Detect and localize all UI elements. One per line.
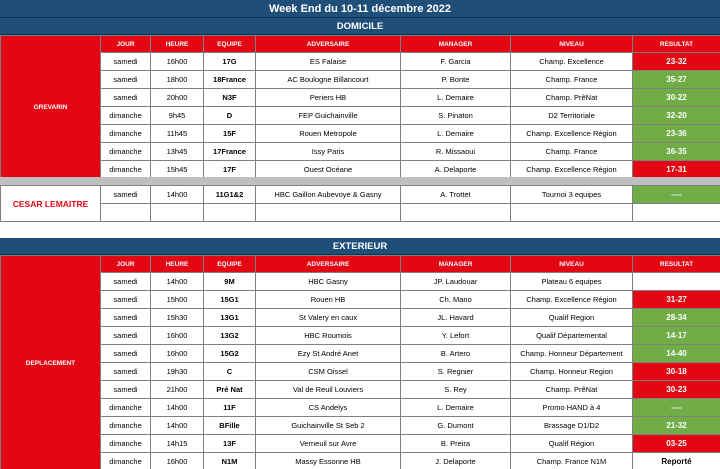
result-badge: 14-40 [633,345,720,363]
cell-equipe: 17G [204,53,256,71]
cell-heure: 16h00 [151,453,204,469]
cell-equipe: D [204,107,256,125]
table-header-row [1,36,720,53]
cell-niveau: Brassage D1/D2 [511,417,633,435]
cell-jour: dimanche [101,453,151,469]
cell-jour: samedi [101,89,151,107]
exterieur-table [0,255,720,469]
cell-jour: samedi [101,309,151,327]
table-row [1,291,720,309]
result-badge: ---- [633,186,720,204]
cell-jour: samedi [101,53,151,71]
page-title: Week End du 10-11 décembre 2022 [0,0,720,18]
cell-heure: 14h00 [151,186,204,204]
table-row [1,309,720,327]
column-header-heure: HEURE [151,36,204,53]
cell-adversaire: Val de Reuil Louviers [256,381,401,399]
result-badge: 21-32 [633,417,720,435]
table-row [1,161,720,179]
table-row [1,417,720,435]
result-badge: 14-17 [633,327,720,345]
cell-niveau: Champ. Excellence Région [511,125,633,143]
cell-adversaire: CSM Oissel [256,363,401,381]
cell-niveau: Qualif Départemental [511,327,633,345]
cell-equipe: 17France [204,143,256,161]
cell-manager: S. Pinaton [401,107,511,125]
column-header-niveau: NIVEAU [511,256,633,273]
cell-heure: 21h00 [151,381,204,399]
cell-niveau: Champ. PrêNat [511,89,633,107]
cell-heure: 16h00 [151,53,204,71]
cell-niveau: Qualif Region [511,309,633,327]
cell-heure: 14h15 [151,435,204,453]
cesar-lemaitre-table [0,185,720,222]
cell-equipe: C [204,363,256,381]
table-row [1,435,720,453]
table-row [1,345,720,363]
table-row [1,204,720,222]
cell-heure: 16h00 [151,327,204,345]
cell-adversaire: HBC Gasny [256,273,401,291]
cell-heure: 18h00 [151,71,204,89]
result-badge: 32-20 [633,107,720,125]
cell-adversaire: FEP Guichainville [256,107,401,125]
cell-adversaire: CS Andelys [256,399,401,417]
cell-heure: 19h30 [151,363,204,381]
venue-label-cesar-lemaitre: CESAR LEMAITRE [1,186,101,222]
cell-manager: L. Demaire [401,125,511,143]
cell-manager: S. Regnier [401,363,511,381]
cell-jour: dimanche [101,435,151,453]
cell-jour: samedi [101,381,151,399]
cell-niveau: Champ. PrêNat [511,381,633,399]
cell-equipe: 11F [204,399,256,417]
column-header-manager: MANAGER [401,256,511,273]
cell-manager: A. Delaporte [401,161,511,179]
result-badge: Reporté [633,453,720,469]
cell-adversaire: Issy Paris [256,143,401,161]
column-header-adversaire: ADVERSAIRE [256,36,401,53]
table-row [1,107,720,125]
table-row [1,327,720,345]
column-header-adversaire: ADVERSAIRE [256,256,401,273]
result-badge: 17-31 [633,161,720,179]
cell-heure: 14h00 [151,417,204,435]
cell-jour: samedi [101,273,151,291]
cell-equipe: 13G2 [204,327,256,345]
cell-manager: JP. Laudouar [401,273,511,291]
exterieur-section-title: EXTERIEUR [0,238,720,255]
cell-manager: A. Trottet [401,186,511,204]
cell-equipe [204,204,256,222]
cell-manager: L. Demaire [401,89,511,107]
table-header-row [1,256,720,273]
cell-equipe: 9M [204,273,256,291]
cell-jour: dimanche [101,107,151,125]
cell-manager: R. Missaoui [401,143,511,161]
cell-manager: B. Preira [401,435,511,453]
cell-adversaire: Rouen Metropole [256,125,401,143]
cell-niveau: Champ. Honneur Département [511,345,633,363]
cell-heure: 9h45 [151,107,204,125]
cell-jour: samedi [101,363,151,381]
cell-manager: P. Bonte [401,71,511,89]
cell-manager: B. Artero [401,345,511,363]
column-header-equipe: EQUIPE [204,256,256,273]
column-header-equipe: EQUIPE [204,36,256,53]
cell-niveau: Champ. Excellence Région [511,161,633,179]
cell-jour: samedi [101,345,151,363]
column-header-resultat: RESULTAT [633,256,720,273]
cell-niveau: Champ. France N1M [511,453,633,469]
cell-jour: dimanche [101,125,151,143]
column-header-resultat: RESULTAT [633,36,720,53]
result-badge: 36-35 [633,143,720,161]
cell-adversaire: Guichainville St Seb 2 [256,417,401,435]
cell-jour: dimanche [101,399,151,417]
cell-niveau: Champ. Excellence [511,53,633,71]
cell-jour: samedi [101,327,151,345]
cell-heure: 11h45 [151,125,204,143]
cell-jour: dimanche [101,417,151,435]
cell-heure: 15h45 [151,161,204,179]
cell-manager: Ch. Mano [401,291,511,309]
table-row [1,125,720,143]
result-badge: 30-23 [633,381,720,399]
table-row [1,71,720,89]
cell-jour: dimanche [101,143,151,161]
cell-manager: J. Delaporte [401,453,511,469]
venue-label-grevarin: GREVARIN [1,36,101,179]
cell-jour: dimanche [101,161,151,179]
cell-niveau: Tournoi 3 equipes [511,186,633,204]
cell-adversaire: HBC Gaillon Aubevoye & Gasny [256,186,401,204]
table-row [1,381,720,399]
result-badge: 30-22 [633,89,720,107]
result-badge: 35-27 [633,71,720,89]
cell-heure: 16h00 [151,345,204,363]
cell-niveau: Champ. Excellence Région [511,291,633,309]
cell-adversaire: Ouest Océane [256,161,401,179]
cell-heure: 15h30 [151,309,204,327]
cell-manager: S. Rey [401,381,511,399]
cell-niveau: Plateau 6 equipes [511,273,633,291]
result-badge: 23-36 [633,125,720,143]
cell-equipe: Pré Nat [204,381,256,399]
cell-jour: samedi [101,71,151,89]
result-badge [633,204,720,222]
cell-niveau: Qualif Région [511,435,633,453]
result-badge: 31-27 [633,291,720,309]
result-badge: 23-32 [633,53,720,71]
cell-niveau: Champ. France [511,143,633,161]
column-header-niveau: NIVEAU [511,36,633,53]
table-row [1,186,720,204]
table-row [1,273,720,291]
result-badge: 28-34 [633,309,720,327]
result-badge [633,273,720,291]
cell-equipe: N1M [204,453,256,469]
cell-niveau: D2 Territoriale [511,107,633,125]
cell-adversaire: Verneuil sur Avre [256,435,401,453]
column-header-jour: JOUR [101,256,151,273]
cell-equipe: 15G2 [204,345,256,363]
cell-heure: 20h00 [151,89,204,107]
cell-heure: 13h45 [151,143,204,161]
cell-jour: samedi [101,291,151,309]
cell-niveau: Champ. Honneur Region [511,363,633,381]
cell-heure: 14h00 [151,273,204,291]
section-separator [0,177,720,185]
cell-equipe: 17F [204,161,256,179]
cell-manager: Y. Lefort [401,327,511,345]
cell-niveau [511,204,633,222]
cell-equipe: 15G1 [204,291,256,309]
result-badge: 03-25 [633,435,720,453]
cell-adversaire: Periers HB [256,89,401,107]
cell-heure: 15h00 [151,291,204,309]
result-badge: 30-18 [633,363,720,381]
venue-label-deplacement: DEPLACEMENT [1,256,101,469]
table-row [1,89,720,107]
cell-jour [101,204,151,222]
cell-jour: samedi [101,186,151,204]
cell-adversaire: St Valery en caux [256,309,401,327]
cell-manager: JL. Havard [401,309,511,327]
cell-heure [151,204,204,222]
cell-adversaire: Ezy St André Anet [256,345,401,363]
column-header-heure: HEURE [151,256,204,273]
cell-niveau: Promo HAND à 4 [511,399,633,417]
cell-equipe: 18France [204,71,256,89]
cell-equipe: N3F [204,89,256,107]
column-header-manager: MANAGER [401,36,511,53]
table-row [1,143,720,161]
table-row [1,53,720,71]
domicile-table [0,35,720,179]
column-header-jour: JOUR [101,36,151,53]
table-row [1,399,720,417]
cell-adversaire: Rouen HB [256,291,401,309]
cell-adversaire: HBC Roumois [256,327,401,345]
domicile-section-title: DOMICILE [0,18,720,35]
cell-manager: F. Garcia [401,53,511,71]
table-row [1,363,720,381]
cell-manager: L. Demaire [401,399,511,417]
cell-adversaire: AC Boulogne Billancourt [256,71,401,89]
cell-niveau: Champ. France [511,71,633,89]
cell-equipe: 11G1&2 [204,186,256,204]
cell-adversaire: Massy Essonne HB [256,453,401,469]
cell-equipe: BFille [204,417,256,435]
table-row [1,453,720,469]
cell-manager: G. Dumont [401,417,511,435]
result-badge: ---- [633,399,720,417]
cell-equipe: 13G1 [204,309,256,327]
cell-heure: 14h00 [151,399,204,417]
cell-equipe: 15F [204,125,256,143]
cell-adversaire: ES Falaise [256,53,401,71]
cell-manager [401,204,511,222]
cell-equipe: 13F [204,435,256,453]
cell-adversaire [256,204,401,222]
